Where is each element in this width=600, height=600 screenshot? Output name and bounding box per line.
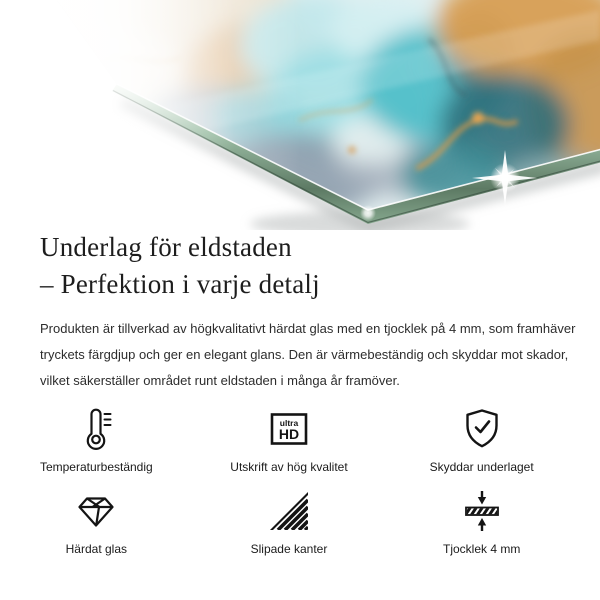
diamond-icon — [73, 484, 119, 534]
ultra-hd-icon — [266, 402, 312, 452]
glass-panel-image — [0, 0, 600, 230]
feature-label: Skyddar underlaget — [429, 460, 534, 474]
product-text-section — [40, 229, 585, 394]
product-photo — [0, 0, 600, 230]
description-line: tryckets färgdjup och ger en elegant glans. Den är värmebeständig och skyddar mot skador, — [40, 347, 569, 362]
feature-label: Temperaturbeständig — [39, 460, 153, 474]
thermometer-icon — [73, 402, 119, 452]
feature-label: Tjocklek 4 mm — [442, 542, 521, 556]
feature-print-quality — [193, 402, 386, 474]
feature-protects-surface — [385, 402, 578, 474]
shield-check-icon — [459, 402, 505, 452]
title-line-1: Underlag för eldstaden — [40, 232, 292, 262]
product-description — [40, 316, 585, 394]
title-line-2: – Perfektion i varje detalj — [40, 268, 320, 299]
ultra-hd-icon-text-top: ultra — [279, 418, 299, 428]
thickness-press-icon — [459, 484, 505, 534]
feature-grid — [0, 402, 578, 556]
feature-label: Härdat glas — [65, 542, 128, 556]
feature-label: Slipade kanter — [250, 542, 328, 556]
ultra-hd-icon-text-bottom: HD — [278, 426, 300, 442]
beveled-edges-icon — [266, 484, 312, 534]
feature-temperature-resistant — [0, 402, 193, 474]
description-line: vilket säkerställer området runt eldstaden i många år framöver. — [40, 373, 400, 388]
feature-polished-edges — [193, 484, 386, 556]
feature-label: Utskrift av hög kvalitet — [230, 460, 348, 474]
page-title — [40, 229, 585, 302]
description-line: Produkten är tillverkad av högkvalitativt härdat glas med en tjocklek på 4 mm, som framhäver — [40, 321, 576, 336]
feature-thickness — [385, 484, 578, 556]
feature-tempered-glass — [0, 484, 193, 556]
